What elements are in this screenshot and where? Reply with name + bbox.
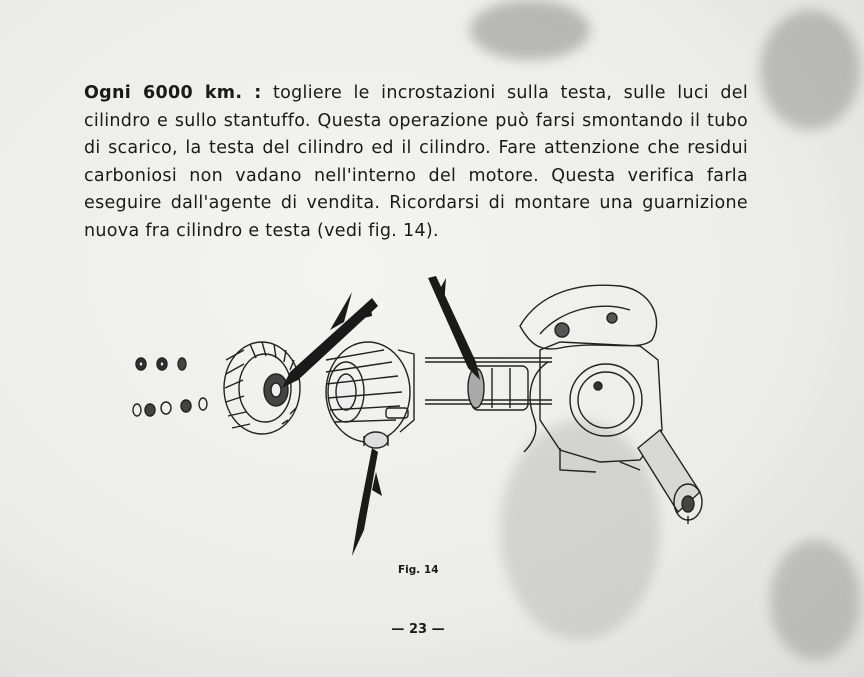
arrow-pointer [428, 276, 480, 380]
cylinder-head [224, 342, 300, 434]
page-number: — 23 — [391, 622, 445, 637]
nut [178, 358, 186, 370]
washer [181, 400, 191, 412]
washer [199, 398, 207, 410]
washer [161, 402, 171, 414]
washer [145, 404, 155, 416]
washer [133, 404, 141, 416]
arrow-pointer [282, 292, 378, 388]
paragraph-body: togliere le incrostazioni sulla testa, sulle luci del cilindro e sullo stantuffo. Questa operazione può farsi smontando il tubo di scarico, la testa del cilindro ed il cilindro. Fare attenzione che residui carboniosi non vadano nell'interno del motore. Questa verifica farla eseguire dall'agente di vendita. Ricordarsi di montare una guarnizione nuova fra cilindro e testa (vedi fig. 14). [84, 83, 748, 241]
nut [136, 358, 146, 370]
cylinder-barrel [326, 342, 414, 448]
engine-crankcase [520, 285, 662, 472]
stud [425, 358, 552, 362]
paragraph-lead: Ogni 6000 km. : [84, 83, 262, 103]
nut [157, 358, 167, 370]
figure-caption: Fig. 14 [398, 564, 439, 576]
starter-motor [638, 430, 702, 524]
arrow-pointer [352, 448, 382, 556]
stud [425, 400, 552, 404]
